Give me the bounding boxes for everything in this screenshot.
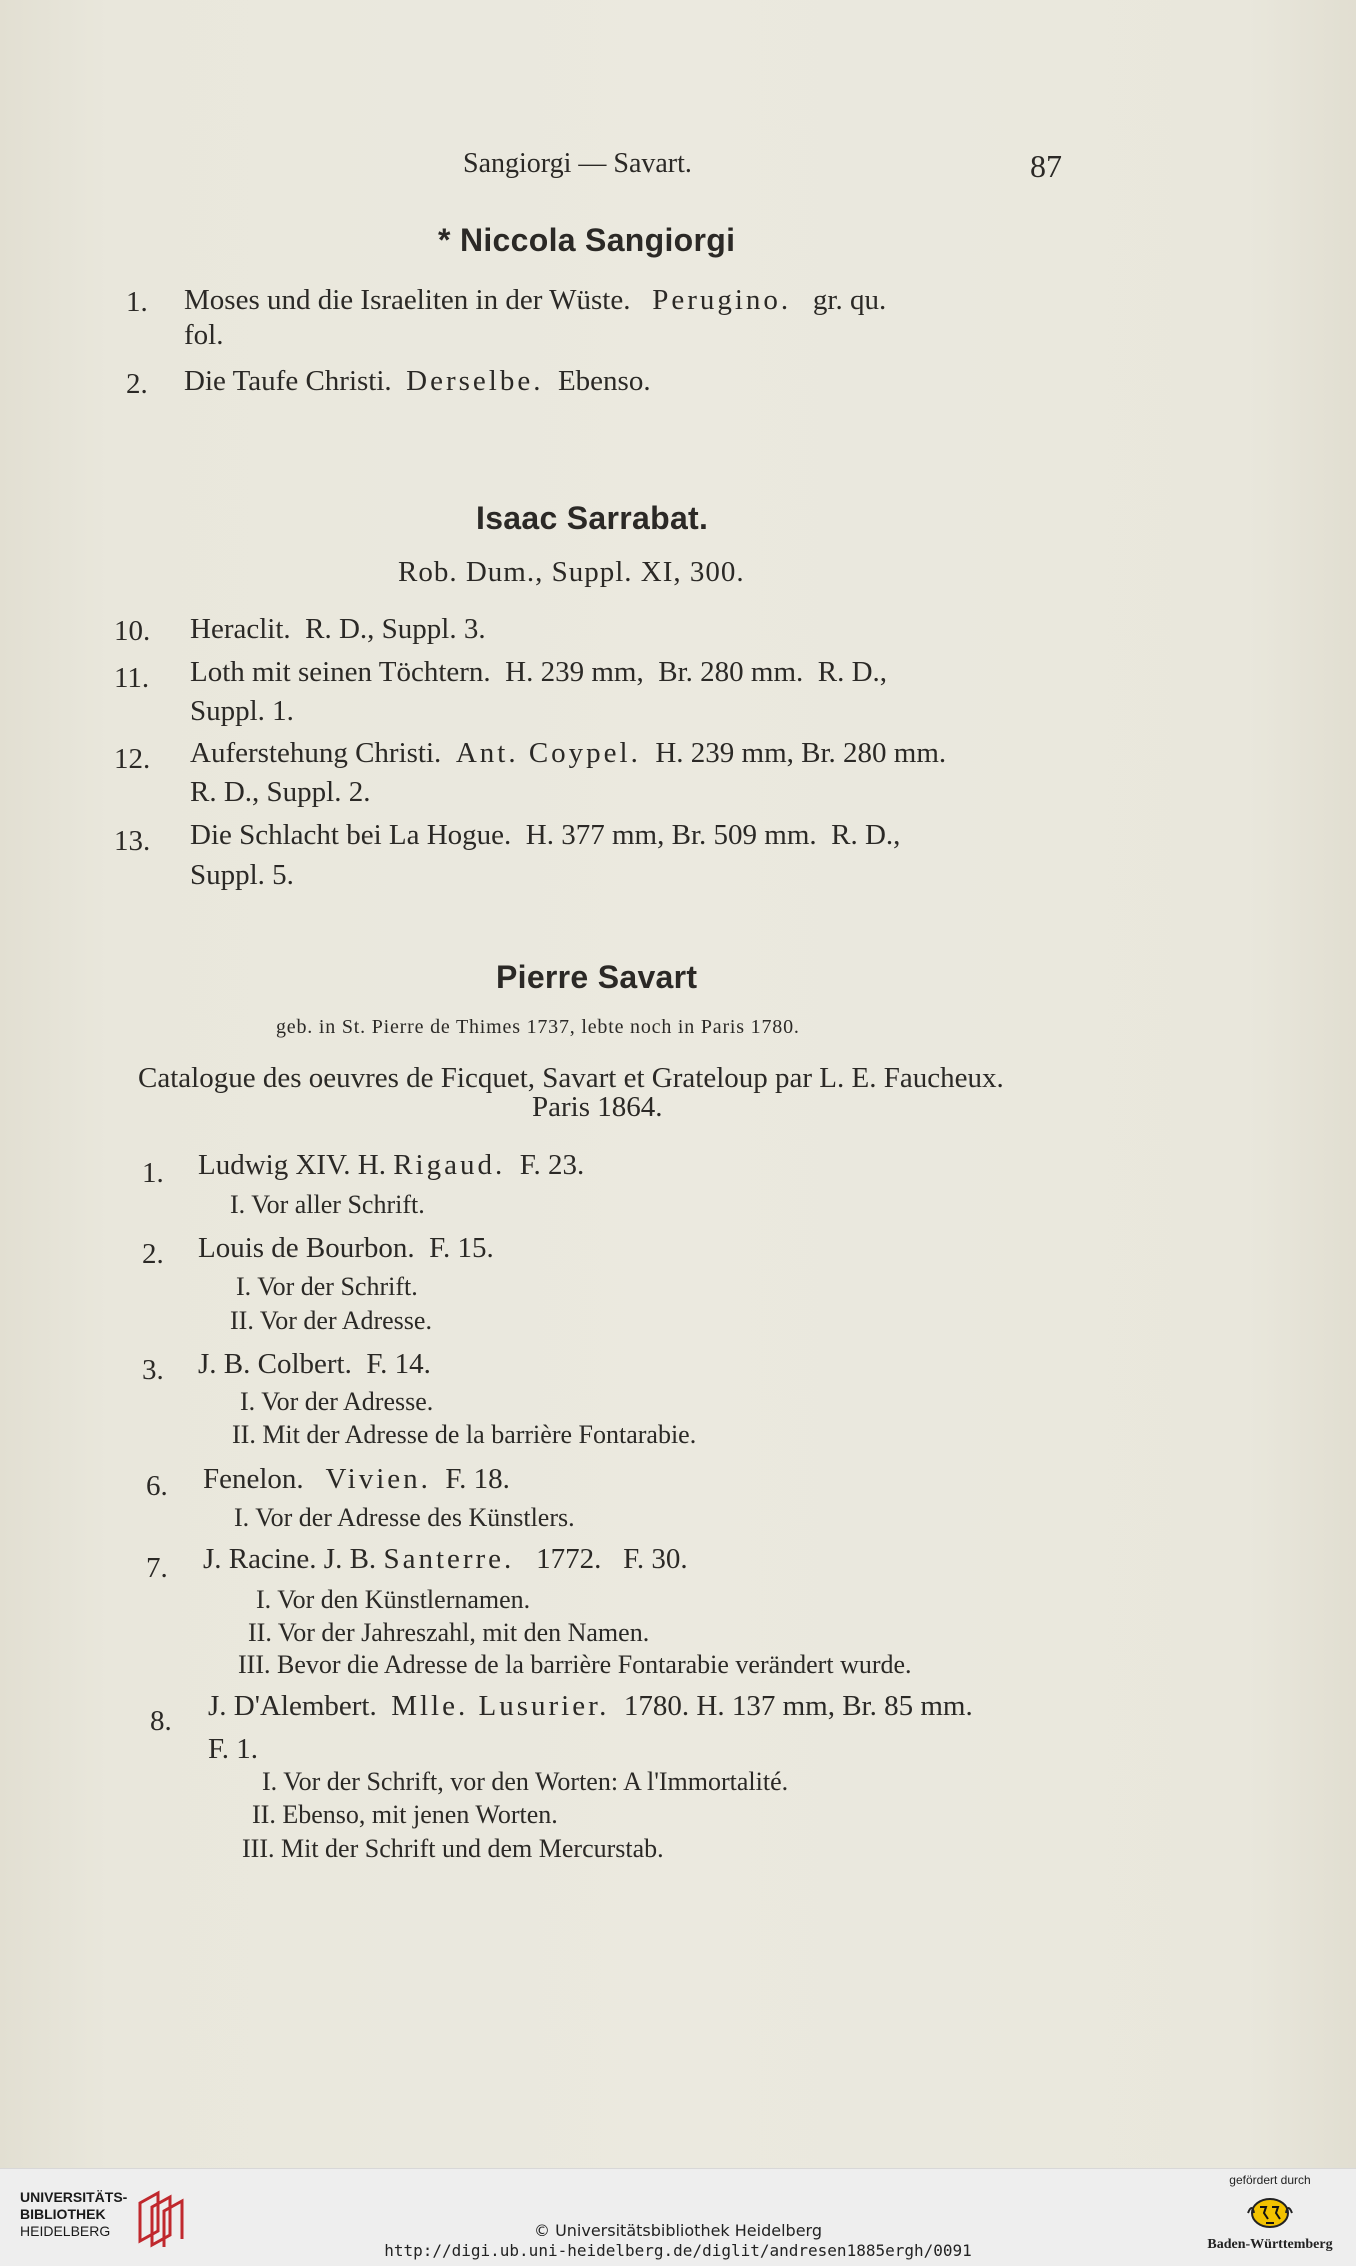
state-line: II. Ebenso, mit jenen Worten. [252,1800,558,1829]
entry-text: Loth mit seinen Töchtern. H. 239 mm, Br. 280 mm. R. D., [190,656,888,688]
section-title-savart: Pierre Savart [496,959,698,995]
entry-number: 8. [150,1705,172,1737]
entry-text: Ludwig XIV. H. Rigaud. F. 23. [198,1149,585,1181]
sponsor-label: gefördert durch [1229,2173,1311,2187]
entry-text: Die Taufe Christi. Derselbe. Ebenso. [184,365,651,397]
entry-text: Moses und die Israeliten in der Wüste. Perugino. gr. qu. [184,284,887,316]
library-logo-text[interactable]: UNIVERSITÄTS- BIBLIOTHEK HEIDELBERG [20,2189,128,2239]
footer-bar [0,2168,1356,2266]
entry-number: 2. [142,1238,164,1270]
section-title-sarrabat: Isaac Sarrabat. [476,500,709,536]
entry-number: 11. [114,662,150,694]
state-line: I. Vor der Adresse des Künstlers. [234,1503,575,1532]
artist-name: Vivien. [325,1463,431,1495]
entry-text: Auferstehung Christi. Ant. Coypel. H. 239 mm, Br. 280 mm. [190,737,947,769]
copyright-text: © Universitätsbibliothek Heidelberg [533,2221,822,2240]
entry-text-cont: R. D., Suppl. 2. [190,776,371,808]
entry-text: Heraclit. R. D., Suppl. 3. [190,613,486,645]
state-line: I. Vor aller Schrift. [230,1190,425,1219]
entry-text-cont: Suppl. 5. [190,859,294,891]
state-line: I. Vor der Adresse. [240,1387,434,1416]
entry-number: 2. [126,368,148,400]
entry-text: J. Racine. J. B. Santerre. 1772. F. 30. [203,1543,688,1575]
entry-text: Louis de Bourbon. F. 15. [198,1232,494,1264]
page-number: 87 [1030,148,1062,184]
entry-text: J. D'Alembert. Mlle. Lusurier. 1780. H. 137 mm, Br. 85 mm. [208,1690,973,1722]
state-line: III. Bevor die Adresse de la barrière Fontarabie verändert wurde. [238,1650,912,1679]
entry-text: Die Schlacht bei La Hogue. H. 377 mm, Br. 509 mm. R. D., [190,819,901,851]
entry-text: J. B. Colbert. F. 14. [198,1348,431,1380]
entry-text-cont: Suppl. 1. [190,695,294,727]
state-line: II. Vor der Jahreszahl, mit den Namen. [248,1618,650,1647]
state-line: II. Vor der Adresse. [230,1306,432,1335]
reference-line: Rob. Dum., Suppl. XI, 300. [398,556,745,588]
catalogue-reference-cont: Paris 1864. [532,1091,663,1123]
state-emblem-icon [1244,2193,1296,2233]
entry-number: 1. [126,286,148,318]
artist-name: Mlle. Lusurier. [391,1690,610,1722]
section-subtitle: geb. in St. Pierre de Thimes 1737, lebte noch in Paris 1780. [276,1016,800,1038]
entry-number: 13. [114,825,151,857]
entry-number: 7. [146,1552,168,1584]
state-line: II. Mit der Adresse de la barrière Fontarabie. [232,1420,697,1449]
artist-name: Derselbe. [406,365,544,397]
catalogue-reference: Catalogue des oeuvres de Ficquet, Savart et Grateloup par L. E. Faucheux. [138,1062,1004,1094]
state-line: I. Vor der Schrift. [236,1272,418,1301]
entry-text-cont: F. 1. [208,1733,259,1765]
section-title-sangiorgi: * Niccola Sangiorgi [438,222,736,258]
permalink-url[interactable]: http://digi.ub.uni-heidelberg.de/diglit/andresen1885ergh/0091 [384,2241,972,2260]
sponsor-name: Baden-Württemberg [1207,2237,1333,2252]
artist-name: Santerre. [383,1543,515,1575]
entry-text: Fenelon. Vivien. F. 18. [203,1463,510,1495]
state-line: III. Mit der Schrift und dem Mercurstab. [242,1834,664,1863]
artist-name: Ant. Coypel. [455,737,641,769]
entry-number: 3. [142,1354,164,1386]
state-line: I. Vor den Künstlernamen. [256,1585,531,1614]
entry-number: 10. [114,615,151,647]
artist-name: Rigaud. [393,1149,506,1181]
entry-text-cont: fol. [184,319,224,351]
running-title: Sangiorgi — Savart. [463,148,692,179]
entry-number: 6. [146,1470,168,1502]
state-line: I. Vor der Schrift, vor den Worten: A l'Immortalité. [262,1767,789,1796]
sponsor-block [1190,2173,1350,2253]
artist-name: Perugino. [652,284,792,316]
entry-number: 12. [114,743,151,775]
library-logo-icon [132,2189,188,2249]
entry-number: 1. [142,1157,164,1189]
